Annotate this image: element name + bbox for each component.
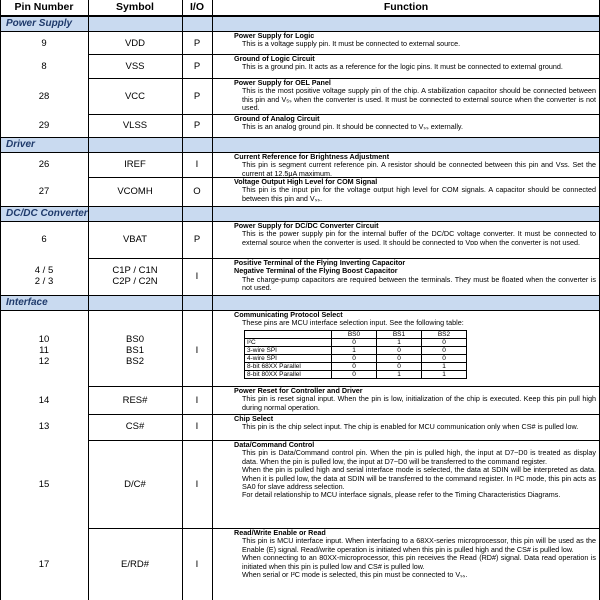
section-interface: Interface: [0, 296, 600, 310]
pin-function: Read/Write Enable or Read This pin is MCU interface input. When interfacing to a 68XX-series microprocessor, this pin will be used as the Enable (E) signal. Read/write operation is initiated when this pin is pulled high and the CS# is pulled low. When connecting to an 80XX-microprocessor, this pin receives the Read (RD#) signal. Data read operation is initiated when this pin is pulled low and CS# is pulled low. When serial or I²C mode is selected, this pin must be connected to Vₛₛ.: [234, 528, 596, 580]
bs-table-row: [245, 347, 467, 355]
bs-table-cell: BS1: [377, 331, 422, 339]
pin-function: Ground of Analog Circuit This is an analog ground pin. It should be connected to Vₛₛ externally.: [234, 114, 463, 132]
pin-io: I: [195, 479, 199, 490]
pin-io: I: [195, 559, 199, 570]
pin-io: I: [195, 159, 199, 170]
bs-table-cell: 8-bit 68XX Parallel: [245, 363, 332, 371]
header-function: Function: [383, 1, 429, 13]
bs-table-row: [245, 371, 467, 379]
pin-function: Power Supply for Logic This is a voltage supply pin. It must be connected to external source.: [234, 31, 461, 49]
pin-function: Ground of Logic Circuit This is a ground pin. It acts as a reference for the logic pins. It must be connected to external ground.: [234, 54, 563, 72]
pin-function: Data/Command Control This pin is Data/Command control pin. When the pin is pulled high, the input at D7~D0 is treated as display data. When the pin is pulled low, the input at D7~D0 will be transferred to the command register. When the pin is pulled high and serial interface mode is selected, the data at SDIN will be interpreted as data. When it is pulled low, the data at SDIN will be transferred to the command register. In I²C mode, this pin acts as SA0 for slave address selection. For detail relationship to MCU interface signals, please refer to the Timing Characteristics Diagrams.: [234, 440, 596, 500]
pin-number: 9: [41, 38, 47, 49]
bs-table-cell: 0: [422, 339, 467, 347]
pin-function: Chip Select This pin is the chip select input. The chip is enabled for MCU communication only when CS# is pulled low.: [234, 414, 579, 432]
pin-io: P: [193, 120, 201, 131]
section-driver: Driver: [0, 138, 600, 152]
pin-function: Positive Terminal of the Flying Inverting Capacitor Negative Terminal of the Flying Boost Capacitor The charge-pump capacitors are required between the terminals. They must be floated when the converter is not used.: [234, 258, 596, 293]
pin-io: P: [193, 91, 201, 102]
bs-table-cell: [245, 331, 332, 339]
pin-number: 6: [41, 234, 47, 245]
pin-function: Voltage Output High Level for COM Signal This pin is the input pin for the voltage output high level for COM signals. A capacitor should be connected between this pin and Vₛₛ.: [234, 177, 596, 203]
bs-table-cell: 1: [332, 347, 377, 355]
pin-number: 28: [38, 91, 50, 102]
pin-io: I: [195, 271, 199, 282]
bs-table-cell: BS2: [422, 331, 467, 339]
bs-table-cell: 0: [377, 347, 422, 355]
bs-table-cell: 1: [422, 371, 467, 379]
pin-number: 4 / 5 2 / 3: [34, 265, 54, 287]
header-pin-number: Pin Number: [14, 1, 74, 13]
pin-symbol: BS0 BS1 BS2: [126, 334, 144, 367]
pin-io: P: [193, 234, 201, 245]
pin-function: Power Reset for Controller and Driver This pin is reset signal input. When the pin is low, initialization of the chip is executed. Keep this pin pull high during normal operation.: [234, 386, 596, 412]
pin-number: 26: [38, 159, 50, 170]
pin-symbol: VCC: [124, 91, 146, 102]
pin-io: P: [193, 61, 201, 72]
pin-io: P: [193, 38, 201, 49]
pin-number: 27: [38, 186, 50, 197]
bs-table-header: [245, 331, 467, 339]
bs-table-cell: 0: [332, 363, 377, 371]
pin-io: I: [195, 345, 199, 356]
pin-io: O: [193, 186, 201, 197]
bs-table-cell: 0: [332, 339, 377, 347]
pin-number: 8: [41, 61, 47, 72]
bs-table-cell: 0: [377, 363, 422, 371]
bs-table-row: [245, 363, 467, 371]
bs-table-cell: 4-wire SPI: [245, 355, 332, 363]
bs-table-cell: 0: [422, 355, 467, 363]
pin-symbol: VCOMH: [117, 186, 153, 197]
bs-table-cell: 1: [422, 363, 467, 371]
pin-symbol: D/C#: [124, 479, 146, 490]
pin-symbol: RES#: [122, 395, 148, 406]
header-io: I/O: [189, 1, 204, 13]
bs-selection-table: [244, 330, 467, 379]
pin-symbol: IREF: [124, 159, 146, 170]
table-header: [0, 0, 600, 15]
bs-table-cell: 3-wire SPI: [245, 347, 332, 355]
pin-symbol: VBAT: [122, 234, 148, 245]
section-power-supply: Power Supply: [0, 17, 600, 31]
pin-symbol: VSS: [125, 61, 145, 72]
bs-table-cell: 1: [377, 339, 422, 347]
pin-function: Power Supply for OEL Panel This is the most positive voltage supply pin of the chip. A stabilization capacitor should be connected between this pin and V₅ₛ when the converter is used. It must be connected to external source when the converter is not used.: [234, 78, 596, 113]
bs-table-cell: 8-bit 80XX Parallel: [245, 371, 332, 379]
pin-number: 17: [38, 559, 50, 570]
pin-function: Power Supply for DC/DC Converter Circuit This is the power supply pin for the internal buffer of the DC/DC voltage converter. It must be connected to external source when the converter is used. It should be connected to Vᴅᴅ when the converter is not used.: [234, 221, 596, 247]
pin-number: 10 11 12: [38, 334, 50, 367]
pin-io: I: [195, 395, 199, 406]
bs-table-cell: 0: [332, 355, 377, 363]
bs-table-row: [245, 355, 467, 363]
header-symbol: Symbol: [116, 1, 154, 13]
pin-symbol: VLSS: [122, 120, 148, 131]
bs-table-cell: I²C: [245, 339, 332, 347]
bs-table-cell: 0: [422, 347, 467, 355]
pin-number: 29: [38, 120, 50, 131]
pin-number: 14: [38, 395, 50, 406]
pin-symbol: CS#: [125, 421, 145, 432]
section-dcdc-converter: DC/DC Converter: [0, 207, 600, 221]
bs-table-cell: 0: [332, 371, 377, 379]
pin-function: Current Reference for Brightness Adjustment This pin is segment current reference pin. A resistor should be connected between this pin and Vss. Set the current at 12.5μA maximum.: [234, 152, 596, 178]
pin-symbol: VDD: [124, 38, 146, 49]
pin-function: Communicating Protocol Select These pins are MCU interface selection input. See the following table:: [234, 310, 464, 328]
pin-symbol: E/RD#: [121, 559, 149, 570]
bs-table-row: [245, 339, 467, 347]
pin-number: 15: [38, 479, 50, 490]
pin-number: 13: [38, 421, 50, 432]
pin-symbol: C1P / C1N C2P / C2N: [112, 265, 158, 287]
bs-table-cell: 0: [377, 355, 422, 363]
bs-table-cell: BS0: [332, 331, 377, 339]
pin-io: I: [195, 421, 199, 432]
bs-table-cell: 1: [377, 371, 422, 379]
